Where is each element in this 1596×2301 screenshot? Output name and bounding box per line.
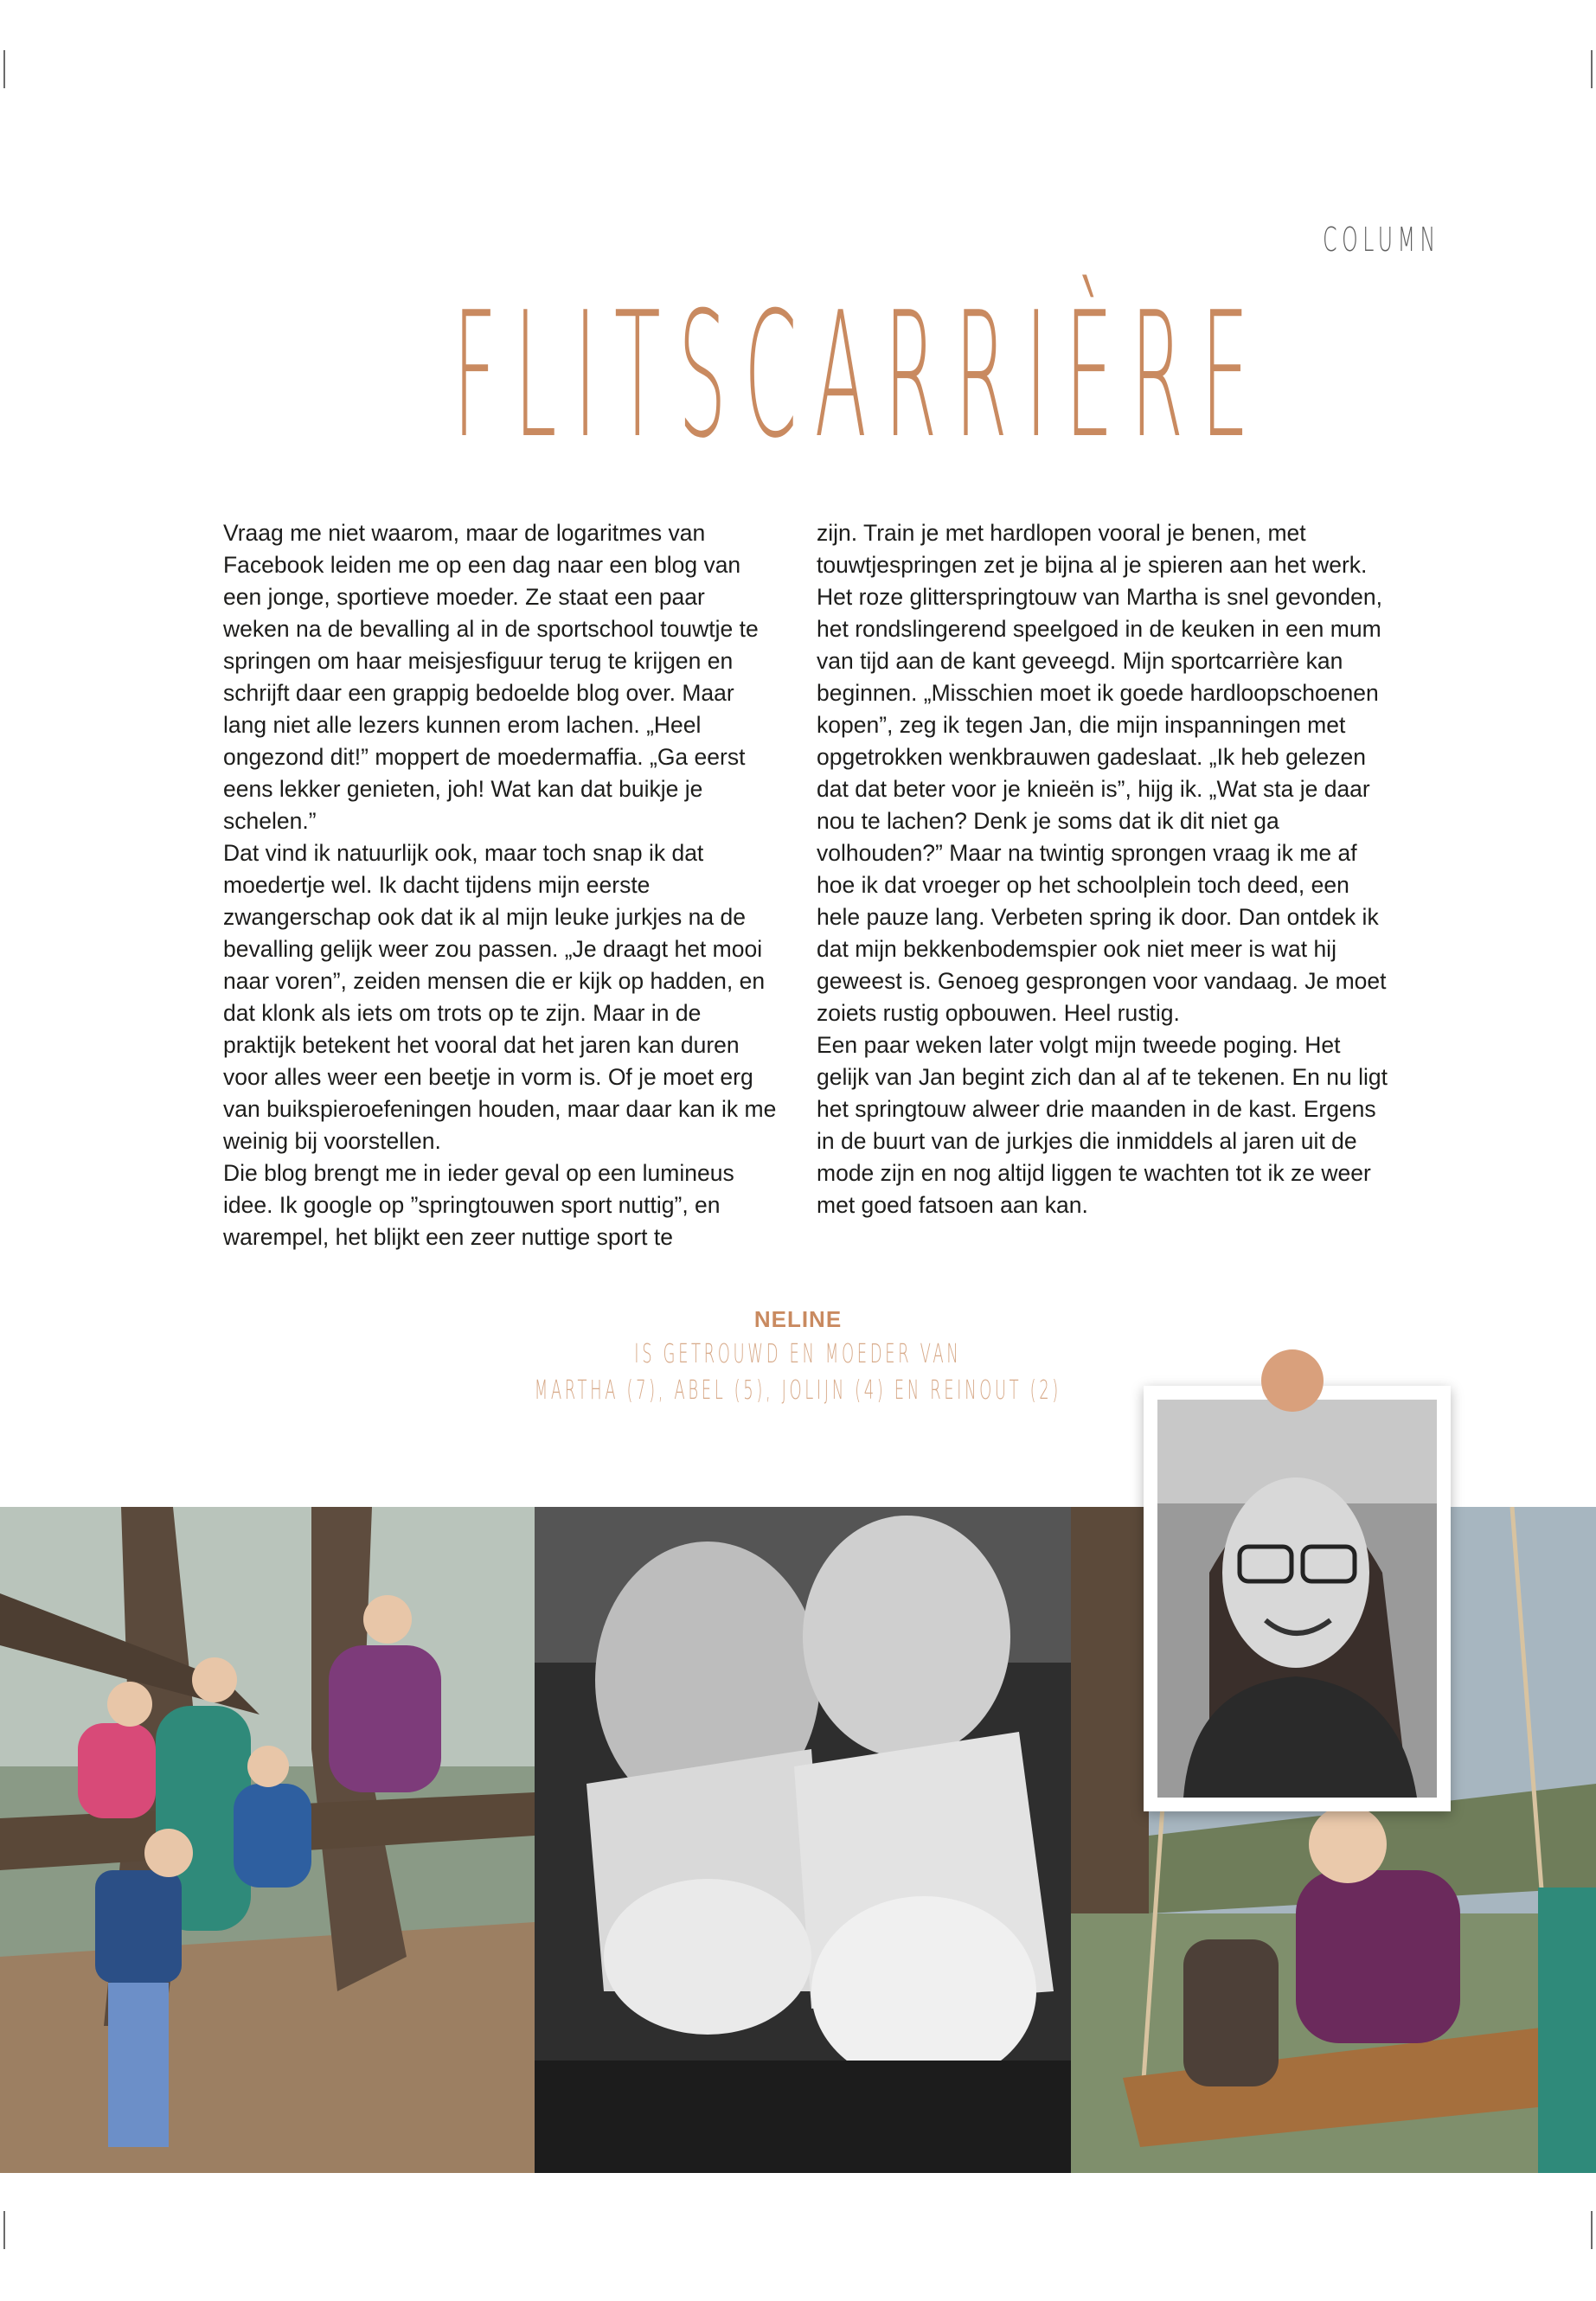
children-feet-photo: [535, 1507, 1071, 2173]
article-paragraph: Een paar weken later volgt mijn tweede poging. Het gelijk van Jan begint zich dan al af te tekenen. En nu ligt het springtouw alweer drie maanden in de kast. Ergens in de buurt van de jurkjes die inmiddels al jaren uit de mode zijn en nog altijd liggen te wachten tot ik ze weer met goed fatsoen aan kan.: [817, 1032, 1388, 1218]
article-column-right: [817, 517, 1388, 1221]
author-name: NELINE: [753, 1306, 843, 1332]
page-title: FLITSCARRIÈRE: [452, 275, 1267, 477]
pin-dot: [1261, 1349, 1324, 1412]
article-paragraph: Die blog brengt me in ieder geval op een lumineus idee. Ik google op ”springtouwen sport nuttig”, en warempel, het blijkt een zeer nuttige sport te: [223, 1160, 734, 1250]
crop-mark-bottom-right: [1591, 2211, 1593, 2249]
family-photo: [0, 1507, 535, 2173]
article-column-left: [223, 517, 777, 1253]
article-paragraph: Vraag me niet waarom, maar de logaritmes van Facebook leiden me op een dag naar een blog van een jonge, sportieve moeder. Ze staat een paar weken na de bevalling al in de sportschool touwtje te springen om haar meisjesfiguur terug te krijgen en schrijft daar een grappig bedoelde blog over. Maar lang niet alle lezers kunnen erom lachen. „Heel ongezond dit!” moppert de moedermaffia. „Ga eerst eens lekker genieten, joh! Wat kan dat buikje je schelen.”: [223, 520, 759, 834]
crop-mark-top-right: [1591, 50, 1593, 88]
article-paragraph: zijn. Train je met hardlopen vooral je benen, met touwtjespringen zet je bijna al je spieren aan het werk. Het roze glitterspringtouw van Martha is snel gevonden, het rondslingerend speelgoed in de keuken in een mum van tijd aan de kant geveegd. Mijn sportcarrière kan beginnen. „Misschien moet ik goede hardloopschoenen kopen”, zeg ik tegen Jan, die mijn inspanningen met opgetrokken wenkbrauwen gadeslaat. „Ik heb gelezen dat dat beter voor je knieën is”, hijg ik. „Wat sta je daar nou te lachen? Denk je soms dat ik dit niet ga volhouden?” Maar na twintig sprongen vraag ik me af hoe ik dat vroeger op het schoolplein toch deed, een hele pauze lang. Verbeten spring ik door. Dan ontdek ik dat mijn bekkenbodemspier ook niet meer is wat hij geweest is. Genoeg gesprongen voor vandaag. Je moet zoiets rustig opbouwen. Heel rustig.: [817, 520, 1387, 1026]
author-portrait-photo: [1157, 1400, 1437, 1798]
crop-mark-top-left: [3, 50, 5, 88]
author-portrait: [1144, 1386, 1451, 1811]
crop-mark-bottom-left: [3, 2211, 5, 2249]
author-bio-line: MARTHA (7), ABEL (5), JOLIJN (4) EN REINOUT (2): [534, 1375, 1061, 1406]
author-bio-line: IS GETROUWD EN MOEDER VAN: [634, 1339, 962, 1369]
section-label: COLUMN: [1323, 221, 1440, 259]
article-paragraph: Dat vind ik natuurlijk ook, maar toch snap ik dat moedertje wel. Ik dacht tijdens mijn eerste zwangerschap ook dat ik al mijn leuke jurkjes na de bevalling gelijk weer zou passen. „Je draagt het mooi naar voren”, zeiden mensen die er kijk op hadden, en dat klonk als iets om trots op te zijn. Maar in de praktijk betekent het vooral dat het jaren kan duren voor alles weer een beetje in vorm is. Of je moet erg van buikspieroefeningen houden, maar daar kan ik me weinig bij voorstellen.: [223, 840, 777, 1154]
